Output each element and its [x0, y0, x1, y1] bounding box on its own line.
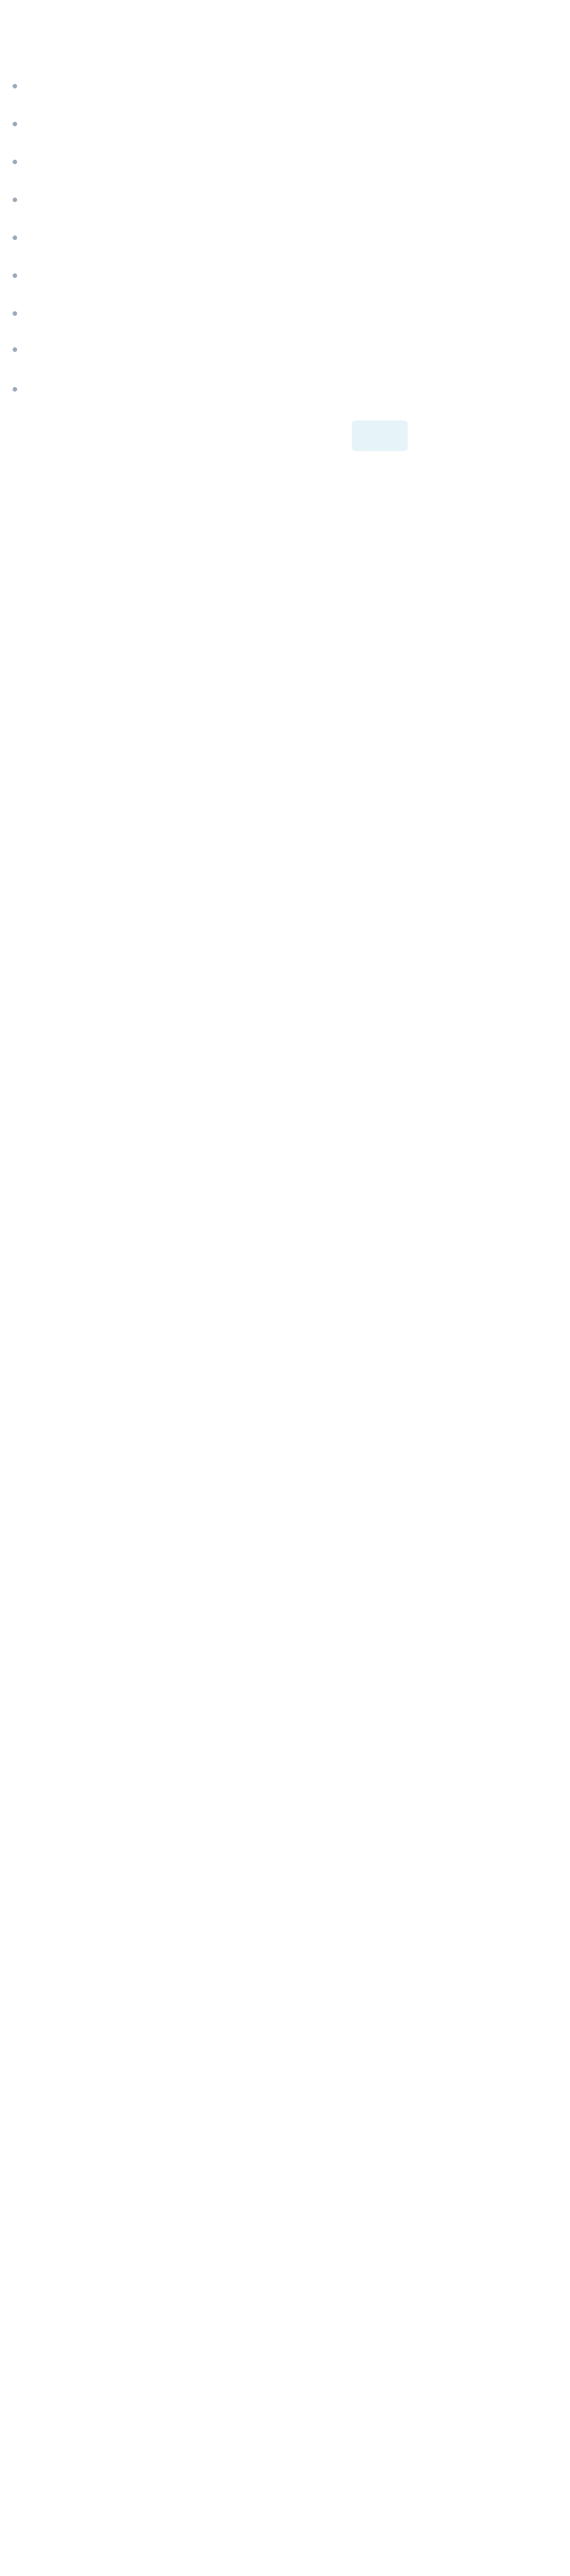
bullet-icon: [13, 387, 17, 392]
wordlist-item: [13, 193, 28, 208]
wordlist-item: [13, 79, 28, 95]
bullet-icon: [13, 311, 17, 316]
bullet-icon: [13, 235, 17, 240]
wordlist-item: [13, 231, 28, 246]
bullet-icon: [13, 160, 17, 164]
wordlist-item: [13, 343, 28, 358]
wordlist-item: [13, 269, 28, 284]
bullet-icon: [13, 84, 17, 88]
prev-exercise-button[interactable]: [352, 420, 408, 451]
exercise-header: [0, 417, 570, 457]
bullet-icon: [13, 198, 17, 202]
bullet-icon: [13, 122, 17, 126]
bullet-icon: [13, 273, 17, 278]
wordlist-item: [13, 383, 28, 398]
bullet-icon: [13, 347, 17, 352]
wordlist-item: [13, 155, 28, 171]
wordlist-item: [13, 307, 28, 322]
wordlist-item: [13, 117, 28, 133]
